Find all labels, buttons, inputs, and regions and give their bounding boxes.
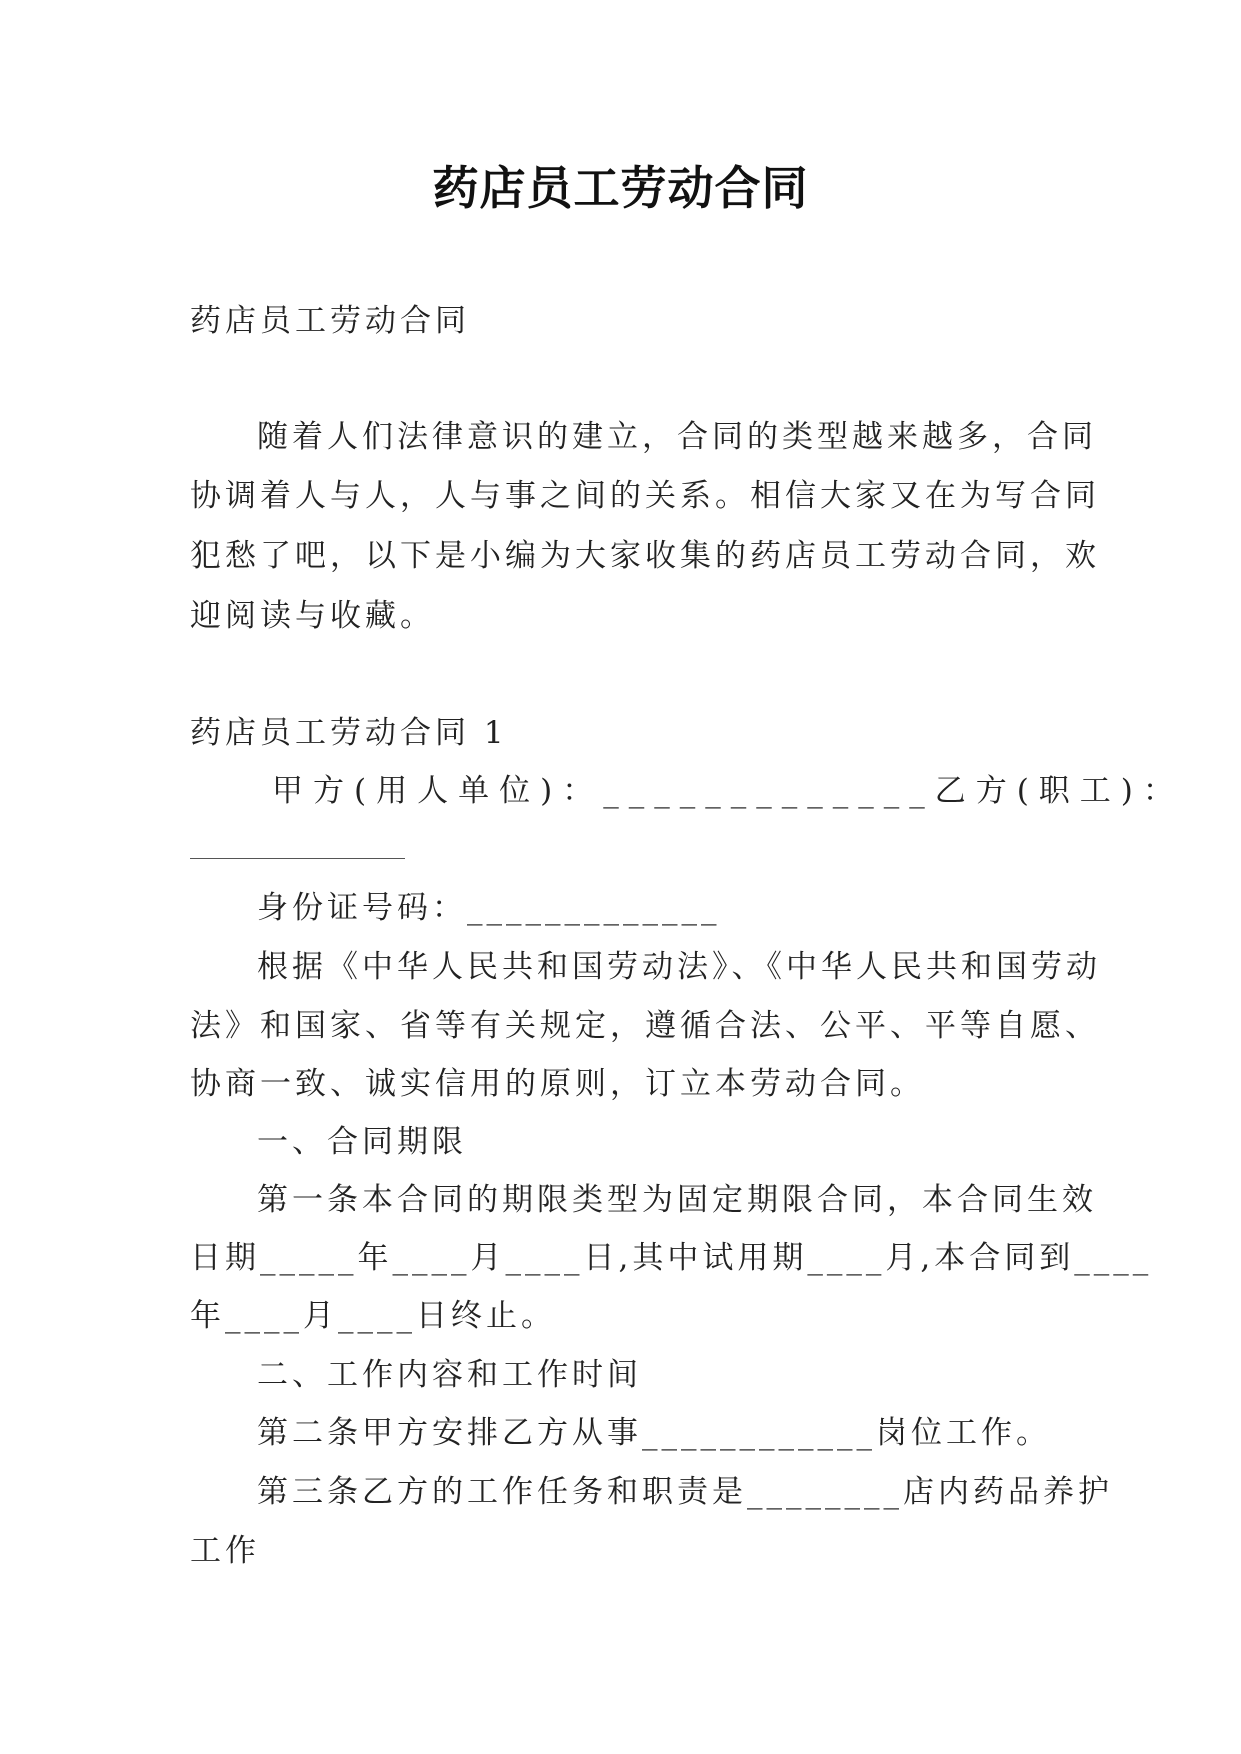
- section-heading: 药店员工劳动合同 1: [190, 715, 508, 751]
- basis-line-3: 协商一致、诚实信用的原则，订立本劳动合同。: [190, 1066, 925, 1102]
- parties-line: 甲方(用人单位)：_____________乙方(职工)：: [272, 773, 1184, 809]
- document-title: 药店员工劳动合同: [432, 161, 809, 215]
- article-2-line: 第二条甲方安排乙方从事____________岗位工作。: [257, 1415, 1051, 1451]
- basis-line-2: 法》和国家、省等有关规定，遵循合法、公平、平等自愿、: [190, 1008, 1100, 1044]
- clause-1-heading: 一、合同期限: [257, 1124, 467, 1160]
- article-3-line-1: 第三条乙方的工作任务和职责是________店内药品养护: [257, 1474, 1113, 1510]
- intro-line-3: 犯愁了吧，以下是小编为大家收集的药店员工劳动合同，欢: [190, 538, 1100, 574]
- basis-line-1: 根据《中华人民共和国劳动法》、《中华人民共和国劳动: [257, 949, 1101, 985]
- party-b-blank-line: [190, 858, 405, 859]
- intro-line-4: 迎阅读与收藏。: [190, 598, 435, 634]
- clause-1-line-3: 年____月____日终止。: [190, 1298, 556, 1334]
- clause-2-heading: 二、工作内容和工作时间: [257, 1357, 642, 1393]
- clause-1-line-2: 日期_____年____月____日,其中试用期____月,本合同到____: [190, 1240, 1153, 1276]
- intro-line-2: 协调着人与人，人与事之间的关系。相信大家又在为写合同: [190, 478, 1100, 514]
- article-3-line-2: 工作: [190, 1533, 260, 1569]
- document-subtitle: 药店员工劳动合同: [190, 303, 470, 339]
- clause-1-line-1: 第一条本合同的期限类型为固定期限合同，本合同生效: [257, 1182, 1097, 1218]
- intro-line-1: 随着人们法律意识的建立，合同的类型越来越多，合同: [257, 419, 1097, 455]
- id-number-line: 身份证号码：_____________: [257, 890, 721, 926]
